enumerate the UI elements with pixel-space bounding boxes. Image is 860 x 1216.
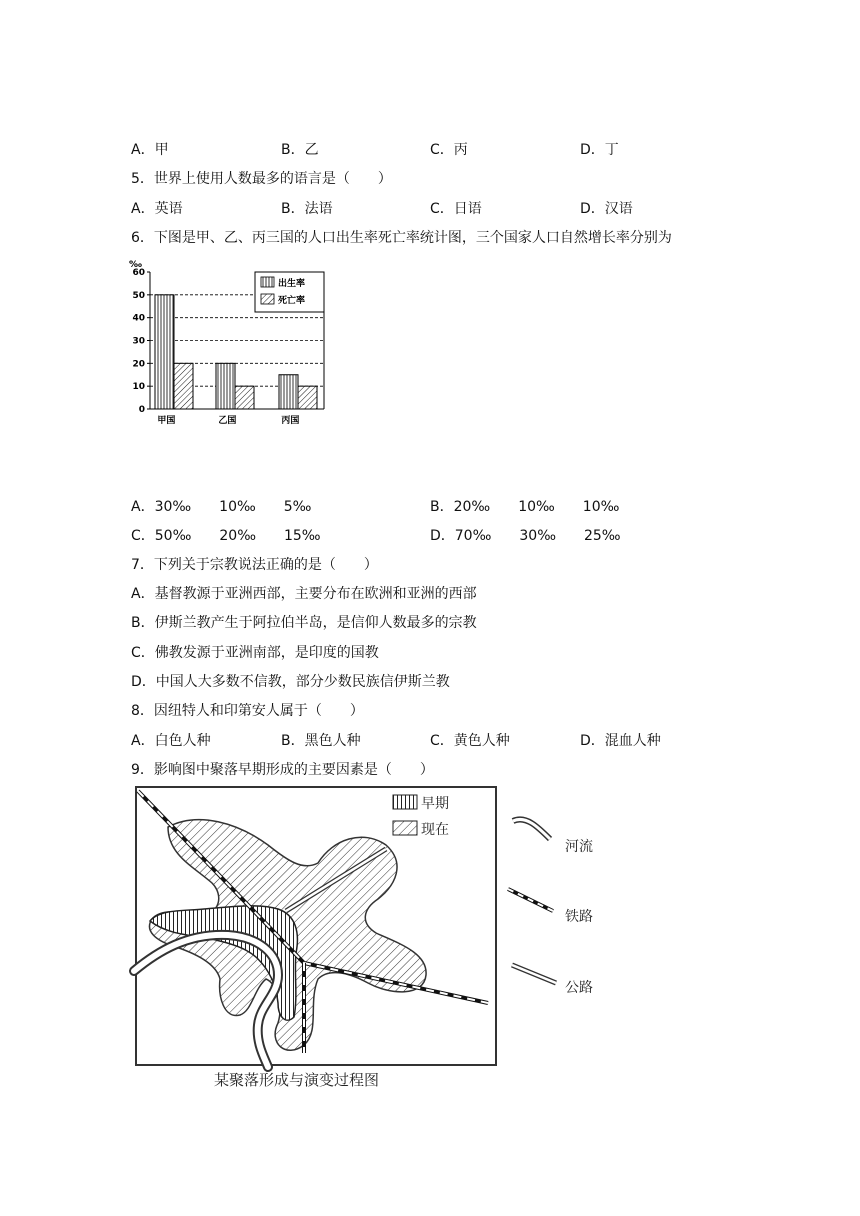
map-legend-now: 现在: [421, 822, 449, 838]
map-legend-early-swatch: [393, 795, 417, 809]
legend-swatch-death: [261, 294, 274, 304]
legend: [255, 272, 324, 312]
q8-stem: 8．因纽特人和印第安人属于（ ）: [131, 703, 364, 719]
category-label: 丙国: [281, 416, 300, 426]
bar-death-0: [174, 363, 193, 409]
y-tick-label: 40: [132, 313, 145, 324]
legend-label-birth: 出生率: [278, 279, 306, 289]
y-tick-label: 10: [132, 382, 145, 393]
q7-stem: 7．下列关于宗教说法正确的是（ ）: [131, 557, 378, 573]
y-tick-label: 50: [132, 290, 145, 301]
q6-option-c: C．50‰ 20‰ 15‰: [131, 528, 321, 544]
bar-death-1: [235, 386, 254, 409]
y-tick-label: 60: [132, 268, 145, 278]
q5-option-a: A．英语: [131, 201, 183, 217]
q6-option-b: B．20‰ 10‰ 10‰: [430, 499, 620, 515]
q7-option-a: A．基督教源于亚洲西部，主要分布在欧洲和亚洲的西部: [131, 586, 477, 602]
q8-option-a: A．白色人种: [131, 733, 211, 749]
q6-stem: 6．下图是甲、乙、丙三国的人口出生率死亡率统计图，三个国家人口自然增长率分别为: [131, 230, 672, 246]
bar-death-2: [298, 386, 317, 409]
q5-option-b: B．法语: [281, 201, 333, 217]
q9-stem: 9．影响图中聚落早期形成的主要因素是（ ）: [131, 762, 434, 778]
y-ticks: [132, 268, 150, 415]
legend-label-death: 死亡率: [278, 296, 306, 306]
bar-birth-2: [279, 375, 298, 409]
q5-stem: 5．世界上使用人数最多的语言是（ ）: [131, 171, 392, 187]
bar-birth-1: [216, 363, 235, 409]
y-tick-label: 0: [138, 405, 145, 415]
q4-option-b: B．乙: [281, 142, 319, 158]
category-labels: [157, 414, 299, 426]
railway-legend-label: 铁路: [565, 909, 593, 925]
category-label: 乙国: [218, 416, 237, 426]
q8-option-b: B．黑色人种: [281, 733, 361, 749]
settlement-map: [128, 783, 618, 1093]
q8-option-d: D．混血人种: [580, 733, 661, 749]
q4-option-d: D．丁: [580, 142, 619, 158]
q7-option-d: D．中国人大多数不信教，部分少数民族信伊斯兰教: [131, 674, 450, 690]
q7-option-c: C．佛教发源于亚洲南部，是印度的国教: [131, 645, 379, 661]
birth-death-rate-chart: [127, 258, 332, 428]
q4-option-c: C．丙: [430, 142, 468, 158]
map-legend-now-swatch: [393, 821, 417, 835]
q4-option-a: A．甲: [131, 142, 169, 158]
q6-option-d: D．70‰ 30‰ 25‰: [430, 528, 621, 544]
road-legend-label: 公路: [565, 980, 593, 996]
legend-swatch-birth: [261, 277, 274, 287]
y-unit-label: ‰: [129, 260, 142, 270]
category-label: 甲国: [157, 416, 176, 426]
q7-option-b: B．伊斯兰教产生于阿拉伯半岛，是信仰人数最多的宗教: [131, 615, 477, 631]
map-caption: 某聚落形成与演变过程图: [214, 1071, 380, 1089]
y-tick-label: 20: [132, 359, 145, 370]
map-legend-early: 早期: [421, 796, 449, 812]
bar-birth-0: [155, 295, 174, 409]
q5-option-c: C．日语: [430, 201, 482, 217]
y-tick-label: 30: [132, 336, 145, 347]
road-legend-icon-inner: [512, 965, 556, 983]
q8-option-c: C．黄色人种: [430, 733, 510, 749]
q6-option-a: A．30‰ 10‰ 5‰: [131, 499, 312, 515]
river-legend-label: 河流: [565, 839, 593, 855]
q5-option-d: D．汉语: [580, 201, 633, 217]
